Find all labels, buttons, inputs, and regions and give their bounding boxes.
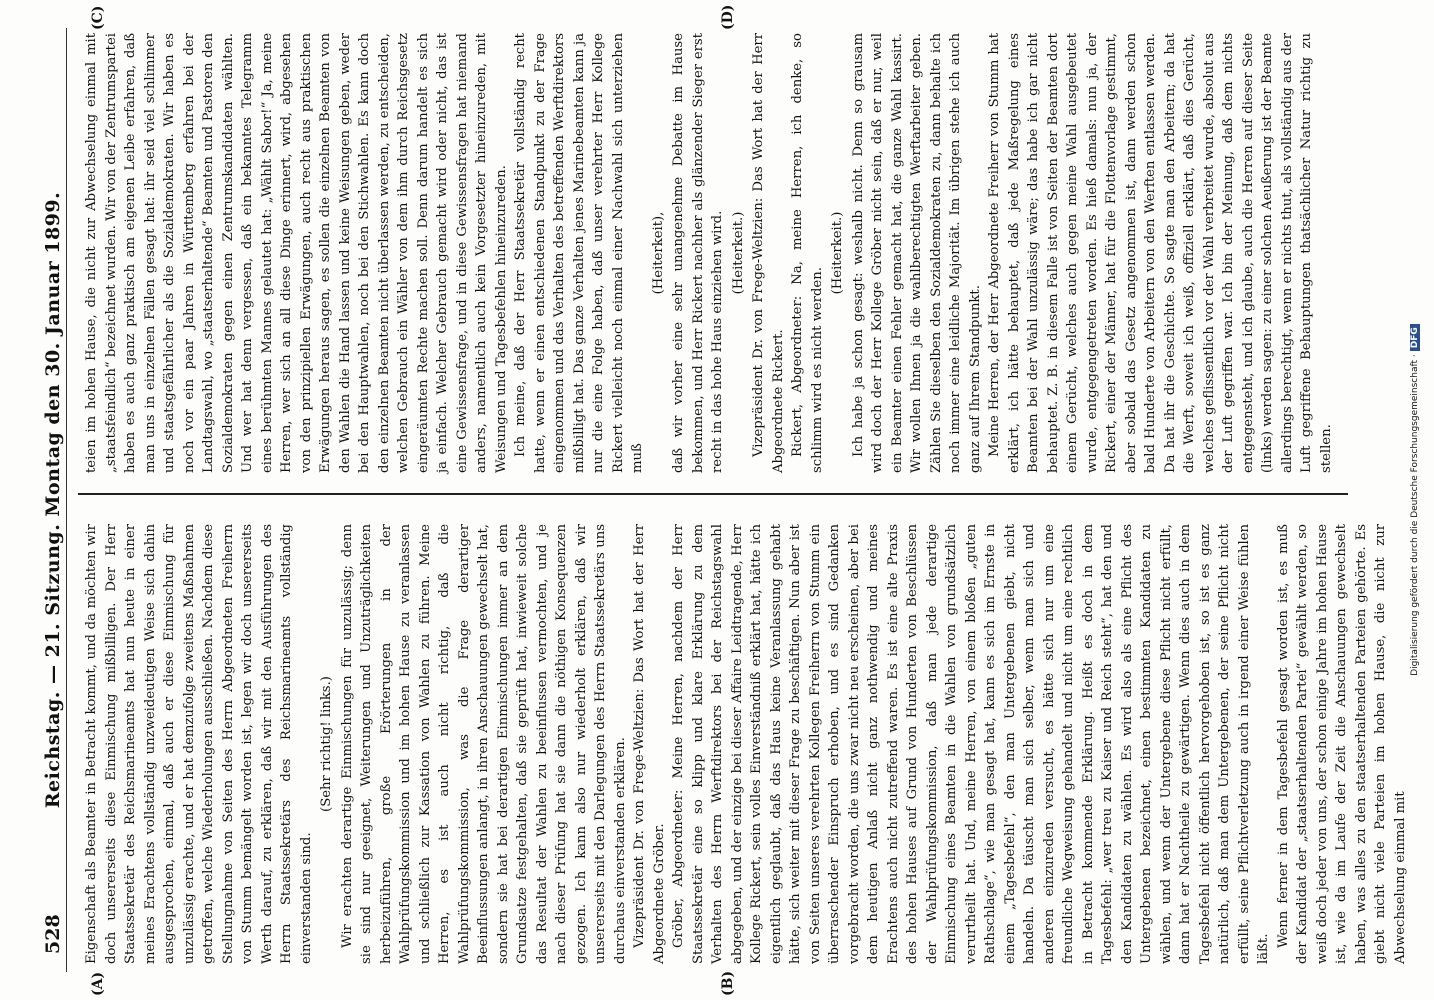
- paragraph: (Sehr richtig! links.): [319, 676, 334, 812]
- paragraph: Meine Herren, der Herr Abgeordnete Freiherr von Stumm hat erklärt, ich hätte behauptet, daß jede Maßregelung eines Beamten bei der Wahl unzulässig wäre; das habe ich gar nicht behauptet. Z. B. in diesem Falle ist von Seiten der Beamten dort einem Gerücht, welches auch gegen meine Wahl ausgebeutet wurde, entgegengetreten worden. Es hieß damals: nun ja, der Rickert, einer der Männer, hat für die Flottenvorlage gestimmt, aber sobald das Gesetz angenommen ist, dann werden schon bald Hunderte von Arbeitern von den Werften entlassen werden. Da hat ihr die Geschichte. So sagte man den Arbeitern; da hat die Werft, soweit ich weiß, offiziell erklärt, daß dies Gerücht, welches geflissentlich vor der Wahl verbreitet wurde, absolut aus der Luft gegriffen war. Ich bin der Meinung, daß dem nichts entgegensteht, und ich glaube, auch die Herren auf dieser Seite (links) werden sagen: zu einer solchen Aeußerung ist der Beamte allerdings berechtigt, wenn er nichts thut, als vollständig aus der Luft gegriffene Behauptungen thatsächlicher Natur richtig zu stellen.: [987, 33, 1334, 473]
- paragraph: Gröber, Abgeordneter: Meine Herren, nachdem der Herr Staatssekretär eine so klipp und klare Erklärung zu dem Verhalten des Herrn Werftdirektors bei der Reichstagswahl abgegeben, und der einzige bei dieser Affaire Leidtragende, Herr Kollege Rickert, sein volles Einverständniß erklärt hat, hätte ich eigentlich geglaubt, daß das Haus keine Veranlassung gehabt hätte, sich weiter mit dieser Frage zu beschäftigen. Nun aber ist von Seiten unseres verehrten Kollegen Freiherrn von Stumm ein überraschender Einspruch erhoben, und es sind Gedanken vorgebracht worden, die uns zwar nicht neu erscheinen, aber bei dem heutigen Anlaß nicht ganz nothwendig und meines Erachtens auch nicht zutreffend waren. Es ist eine alte Praxis des hohen Hauses auf Grund von Hunderten von Beschlüssen der Wahlprüfungskommission, daß man jede derartige Einmischung eines Beamten in die Wahlen von grundsätzlich verurtheilt hat. Und, meine Herren, von einem bloßen „guten Rathschlage“, wie man gesagt hat, kann es sich im Ernste in einem „Tagesbefehl“, den man Untergebenen giebt, nicht handeln. Da täuscht man sich selber, wenn man sich und anderen einzureden versucht, es hätte sich nur um eine freundliche Wegweisung gehandelt und nicht um eine rechtlich in Betracht kommende Erklärung. Heißt es doch in dem Tagesbefehl: „wer treu zu Kaiser und Reich steht“, hat den und den Kandidaten zu wählen. Es wird also als eine Pflicht des Untergebenen bezeichnet, einen bestimmten Kandidaten zu wählen, und wenn der Untergebene diese Pflicht nicht erfüllt, dann hat er Nachtheile zu gewärtigen. Wenn dies auch in dem Tagesbefehl nicht öffentlich hervorgehoben ist, so ist es ganz natürlich, daß man dem Untergebenen, der seine Pflicht nicht erfüllt, seine Pflichtverletzung auch in irgend einer Weise fühlen läßt.: [671, 524, 1271, 964]
- paragraph: Ich habe ja schon gesagt: weshalb nicht. Denn so grausam wird doch der Herr Kollege Gröber nicht sein, daß er nur, weil ein Beamter einen Fehler gemacht hat, die ganze Wahl kassirt. Wir wollen Ihnen ja die wahlberechtigten Werftarbeiter geben. Zählen Sie dieselben den Sozialdemokraten zu, dann behalte ich noch immer eine leidliche Majorität. Im übrigen stehe ich auch ganz auf Ihrem Standpunkt.: [850, 33, 983, 473]
- paragraph: (Heiterkeit.): [830, 211, 845, 295]
- dfg-logo: DFG: [1410, 324, 1420, 351]
- paragraph: Rickert, Abgeordneter: Na, meine Herren, ich denke, so schlimm wird es nicht werden.: [790, 33, 825, 473]
- paragraph: Wenn ferner in dem Tagesbefehl gesagt worden ist, es muß der Kandidat der „staatserhaltenden Partei“ gewählt werden, so weiß doch jeder von uns, der schon einige Jahre im hohen Hause ist, wie da im Laufe der Zeit die Anschauungen gewechselt haben, was alles zu den staatserhaltenden Parteien gehörte. Es giebt nicht viele Parteien im hohen Hause, die nicht zur Abwechselung einmal mit: [1275, 524, 1408, 964]
- margin-marker-b: (B): [720, 970, 736, 996]
- margin-marker-d: (D): [720, 4, 736, 30]
- margin-marker-a: (A): [90, 971, 106, 996]
- page-number: 528: [42, 914, 64, 954]
- paragraph: (Heiterkeit.): [730, 211, 746, 295]
- paragraph: (Heiterkeit),: [650, 211, 666, 295]
- paragraph: Wir erachten derartige Einmischungen für unzulässig; denn sie sind nur geeignet, Weiterungen und Unzuträglichkeiten herbeizuführen, große Erörterungen in der Wahlprüfungskommission und im hohen Hause zu veranlassen und schließlich zur Kassation von Wahlen zu führen. Meine Herren, es ist auch nicht richtig, daß die Wahlprüfungskommission, was die Frage derartiger Beeinflussungen anlangt, in ihren Anschauungen gewechselt hat, sondern sie hat bei derartigen Einmischungen immer an dem Grundsatze festgehalten, daß sie geprüft hat, inwieweit solche das Resultat der Wahlen zu beeinflussen vermochten, und je nach dieser Prüfung hat sie dann die nöthigen Konsequenzen gezogen. Ich kann also nur wiederholt erklären, daß wir unsererseits mit den Darlegungen des Herrn Staatssekretärs uns durchaus einverstanden erklären.: [339, 524, 628, 964]
- right-text-column: [82, 33, 1350, 473]
- column-divider: [78, 493, 1348, 495]
- margin-marker-c: (C): [90, 5, 106, 30]
- page-title: Reichstag. — 21. Sitzung. Montag den 30. Januar 1899.: [42, 191, 64, 809]
- paragraph: teien im hohen Hause, die nicht zur Abwechselung einmal mit „staatsfeindlich“ bezeichnet wurden. Wir von der Zentrumspartei haben es auch ganz praktisch am eigenen Leibe erfahren, daß man uns in einzelnen Fällen gesagt hat: ihr seid viel schlimmer und staatsgefährlicher als die Sozialdemokraten. Wir haben es noch vor ein paar Jahren in Württemberg erfahren bei der Landtagswahl, wo „staatserhaltende“ Beamten und Pastoren den Sozialdemokraten gegen einen Zentrumskandidaten wählten. Und wer hat denn vergessen, daß ein bekanntes Telegramm eines berühmten Mannes gelautet hat: „Wählt Sabor!“ Ja, meine Herren, wer sich an all diese Dinge erinnert, wird, abgesehen von den prinzipiellen Erwägungen, auch recht aus praktischen Erwägungen heraus sagen, es sollen die einzelnen Beamten von den Wahlen die Hand lassen und keine Weisungen geben, weder bei den Hauptwahlen, noch bei den Stichwahlen. Es kann doch den einzelnen Beamten nicht überlassen werden, zu entscheiden, welchen Gebrauch ein Wähler von dem ihm durch Reichsgesetz eingeräumten Rechte machen soll. Denn darum handelt es sich ja einfach. Welcher Gebrauch gemacht wird oder nicht, das ist eine Gewissensfrage, und in diese Gewissensfragen hat niemand anders, namentlich auch kein Vorgesetzter hineinzureden, mit Weisungen und Tagesbefehlen hineinzureden.: [84, 33, 509, 473]
- paragraph: Vizepräsident Dr. von Frege-Weltzien: Das Wort hat der Herr Abgeordnete Rickert.: [751, 33, 786, 473]
- left-text-column: [82, 524, 1408, 964]
- paragraph: Vizepräsident Dr. von Frege-Weltzien: Das Wort hat der Herr Abgeordnete Gröber.: [632, 524, 667, 964]
- paragraph: Eigenschaft als Beamter in Betracht kommt, und da möchten wir doch unsererseits diese Einmischung mißbilligen. Der Herr Staatssekretär des Reichsmarineamts hat nun heute in einer meines Erachtens vollständig unzweideutigen Weise sich dahin ausgesprochen, einmal, daß auch er diese Einmischung für unzulässig erachte, und er hat demzufolge zweitens Maßnahmen getroffen, welche Wiederholungen ausschließen. Nachdem diese Stellungnahme von Seiten des Herrn Abgeordneten Freiherrn von Stumm bemängelt worden ist, legen wir doch unsererseits Werth darauf, zu erklären, daß wir mit den Ausführungen des Herrn Staatssekretärs des Reichsmarineamts vollständig einverstanden sind.: [84, 524, 314, 964]
- page-header: [36, 28, 67, 972]
- paragraph: Ich meine, daß der Herr Staatssekretär vollständig recht hatte, wenn er einen entschiedenen Standpunkt zu der Frage eingenommen und das Verhalten des betreffenden Werftdirektors mißbilligt hat. Das ganze Verhalten jenes Marinebeamten kann ja nur die eine Folge haben, daß unser verehrter Herr Kollege Rickert vielleicht noch einmal einer Nachwahl sich unterziehen muß: [513, 33, 645, 473]
- footer-text: Digitalisierung gefördert durch die Deutsche Forschungsgemeinschaft ·: [1410, 354, 1420, 676]
- paragraph: daß wir vorher eine sehr unangenehme Debatte im Hause bekommen, und Herr Rickert nachher als glänzender Sieger erst recht in das hohe Haus einziehen wird.: [671, 33, 725, 473]
- digitization-footer: [1410, 0, 1420, 1000]
